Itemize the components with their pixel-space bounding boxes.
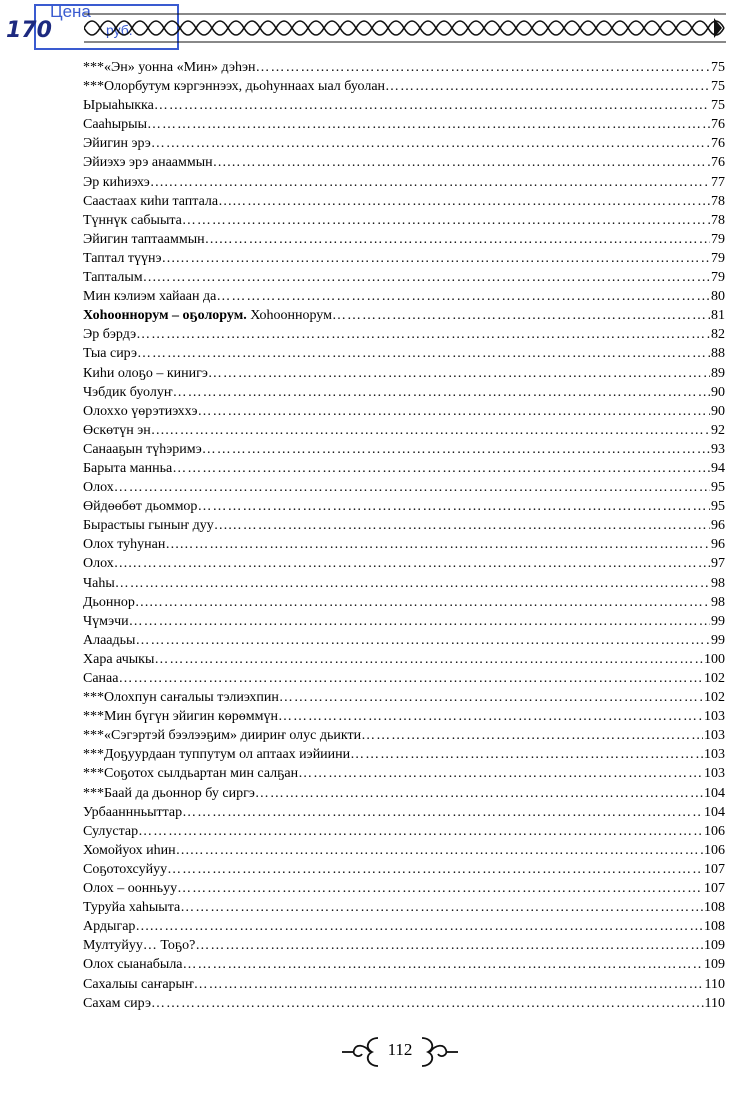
toc-entry-page: 92 [711,422,725,438]
toc-entry-page: 102 [704,690,725,706]
toc-entry-page: 81 [711,308,725,324]
toc-leader-dots [173,383,710,402]
toc-entry [83,58,725,77]
toc-leader-dots [136,325,710,344]
toc-leader-dots [198,402,710,421]
toc-entry-title: ***Доҕуурдаан туппутум ол аптаах иэйиини [83,747,351,763]
toc-entry-page: 98 [711,594,725,610]
toc-leader-dots [190,841,703,860]
toc-entry-title: Мин кэлиэм хайаан да [83,289,217,305]
stamp-price-label: Цена [50,2,91,21]
toc-leader-dots [179,535,710,554]
handwritten-number: 170 [6,18,52,43]
toc-entry-page: 82 [711,327,725,343]
toc-entry [83,994,725,1013]
toc-entry [83,917,725,936]
table-of-contents [83,58,725,1013]
toc-entry-title: ***«Сэгэртэй бээлээҕим» диириҥ олус дьикти [83,728,362,744]
toc-leader-dots [177,879,703,898]
toc-entry-page: 77 [711,174,725,190]
toc-leader-dots [172,459,710,478]
toc-entry-title: Сахам сирэ [83,995,152,1011]
toc-entry [83,612,725,631]
toc-entry-title: Сааһырыы [83,117,147,133]
toc-entry [83,707,725,726]
toc-entry-page: 94 [711,460,725,476]
toc-entry-title: Олох [83,480,114,496]
toc-leader-dots [151,134,710,153]
toc-leader-dots [227,153,710,172]
toc-entry-title: Киһи олоҕо – кинигэ [83,365,208,381]
toc-entry [83,764,725,783]
toc-leader-dots [385,77,710,96]
toc-entry [83,784,725,803]
toc-entry-page: 99 [711,613,725,629]
toc-leader-dots [256,58,711,77]
toc-entry [83,631,725,650]
toc-entry [83,459,725,478]
toc-leader-dots [361,726,703,745]
toc-entry [83,497,725,516]
toc-entry [83,230,725,249]
toc-leader-dots [216,287,710,306]
toc-entry-title: Чүмэчи [83,613,129,629]
toc-entry-title: Соҕотохсуйуу [83,861,168,877]
toc-leader-dots [232,192,710,211]
toc-entry-page: 109 [704,957,725,973]
toc-entry [83,96,725,115]
toc-leader-dots [278,707,703,726]
toc-leader-dots [332,306,710,325]
toc-leader-dots [138,822,703,841]
toc-entry-page: 75 [711,60,725,75]
toc-leader-dots [149,593,710,612]
toc-leader-dots [118,669,703,688]
toc-entry [83,803,725,822]
toc-entry-title: ***Баай да дьоннор бу сиргэ [83,785,255,801]
toc-entry [83,745,725,764]
toc-leader-dots [202,440,710,459]
toc-entry-page: 78 [711,212,725,228]
toc-entry-page: 97 [711,556,725,572]
toc-entry-page: 103 [704,766,725,782]
toc-entry-title: Хара ачыкы [83,651,155,667]
toc-entry-page: 106 [704,823,725,839]
toc-leader-dots [149,917,703,936]
toc-leader-dots [165,421,710,440]
toc-entry-title: Саастаах киһи таптала… [83,193,233,209]
toc-leader-dots [255,784,703,803]
toc-entry-page: 96 [711,518,725,534]
toc-entry-page: 79 [711,231,725,247]
toc-entry-page: 107 [704,881,725,897]
toc-entry [83,593,725,612]
toc-entry [83,879,725,898]
toc-entry-page: 89 [711,365,725,381]
toc-leader-dots [194,975,704,994]
toc-entry-title: Эйигин эрэ [83,136,151,152]
toc-leader-dots [115,574,710,593]
toc-entry [83,115,725,134]
toc-entry-title: Дьоннор… [83,594,149,610]
toc-leader-dots [114,478,710,497]
toc-entry-page: 80 [711,289,725,305]
toc-entry-title: Урбааннньыттар [83,804,183,820]
toc-entry [83,478,725,497]
toc-leader-dots [154,650,703,669]
toc-entry-page: 104 [704,785,725,801]
toc-entry-page: 76 [711,136,725,152]
toc-entry-page: 98 [711,575,725,591]
toc-entry-title: Хомойуох иһин… [83,842,190,858]
toc-entry-page: 93 [711,441,725,457]
toc-entry [83,249,725,268]
toc-entry [83,440,725,459]
toc-entry-title: ***«Эн» уонна «Мин» дэһэн [83,60,256,75]
toc-entry-page: 78 [711,193,725,209]
toc-entry [83,173,725,192]
toc-leader-dots [183,955,703,974]
toc-entry-title: Санааҕын түһэримэ [83,441,202,457]
toc-entry [83,574,725,593]
toc-entry-page: 108 [704,900,725,916]
toc-entry-title: Алаадьы [83,632,136,648]
toc-entry-title: ***Соҕотох сылдьартан мин салҕан [83,766,299,782]
toc-entry [83,860,725,879]
toc-entry-title: Сахалыы саҥарыҥ [83,976,194,992]
toc-entry-title: Чаһы [83,575,115,591]
toc-entry [83,554,725,573]
toc-entry-title: Бырастыы гыныҥ дуу… [83,518,228,534]
stamp-currency: руб. [106,22,133,38]
toc-entry-title: Таптал түүнэ… [83,250,176,266]
header-ornament-icon [84,10,726,46]
toc-entry [83,402,725,421]
toc-entry [83,421,725,440]
page-footer [340,1034,460,1070]
toc-entry-page: 95 [711,499,725,515]
toc-entry [83,383,725,402]
toc-entry-title: ***Мин бүгүн эйигин көрөммүн [83,709,279,725]
toc-entry-page: 106 [704,842,725,858]
toc-leader-dots [154,96,710,115]
toc-leader-dots [195,936,703,955]
toc-entry-page: 90 [711,384,725,400]
toc-leader-dots [180,898,703,917]
toc-entry-page: 99 [711,632,725,648]
toc-leader-dots [279,688,703,707]
toc-entry-page: 103 [704,709,725,725]
toc-entry-title: ***Олорбутум кэргэннээх, дьоһуннаах ыал буолан [83,79,386,95]
toc-entry [83,650,725,669]
toc-entry-page: 104 [704,804,725,820]
toc-entry [83,975,725,994]
toc-entry [83,688,725,707]
toc-entry-page: 88 [711,346,725,362]
toc-leader-dots [147,115,710,134]
toc-entry [83,669,725,688]
toc-entry [83,287,725,306]
toc-leader-dots [175,249,710,268]
toc-entry-page: 76 [711,117,725,133]
toc-entry [83,535,725,554]
toc-entry-title: Ырыаһыкка [83,98,154,114]
toc-leader-dots [167,860,703,879]
toc-entry-page: 103 [704,728,725,744]
toc-entry-title: Өйдөөбөт дьоммор [83,499,198,515]
toc-entry [83,822,725,841]
toc-entry-title: Олохxо үөрэтиэххэ [83,403,198,419]
toc-leader-dots [298,764,703,783]
toc-leader-dots [182,803,703,822]
toc-entry-title: Чэбдик буолуҥ [83,384,173,400]
toc-entry-page: 109 [704,938,725,954]
toc-entry [83,955,725,974]
toc-entry-page: 96 [711,537,725,553]
toc-entry-title: Тыа сирэ [83,346,138,362]
toc-entry-page: 75 [711,98,725,114]
toc-entry-title: Олох – оонньуу [83,881,178,897]
toc-leader-dots [157,268,710,287]
toc-entry-title: Олох сыанабыла [83,957,183,973]
toc-entry [83,306,725,325]
toc-entry [83,325,725,344]
toc-entry [83,77,725,96]
toc-leader-dots [182,211,710,230]
toc-entry-title: Ардыгар… [83,919,150,935]
toc-entry-title: ***Олохпун саҥалыы тэлиэхпин [83,690,279,706]
toc-entry-title-bold: Хоһооннорум – оҕолорум. [83,308,247,324]
toc-leader-dots [228,516,710,535]
toc-entry-page: 90 [711,403,725,419]
page-number: 112 [387,1040,413,1059]
toc-entry-title: Эр бэрдэ [83,327,137,343]
toc-entry [83,192,725,211]
toc-leader-dots [151,994,704,1013]
toc-entry-page: 76 [711,155,725,171]
toc-leader-dots [219,230,710,249]
toc-entry-title: Барыта манньа [83,460,173,476]
toc-leader-dots [350,745,703,764]
toc-entry-title: Эйигин таптааммын… [83,231,219,247]
toc-entry-page: 95 [711,480,725,496]
toc-entry-page: 102 [704,671,725,686]
toc-entry [83,344,725,363]
toc-leader-dots [135,631,710,650]
toc-entry-page: 79 [711,270,725,286]
toc-entry-title-rest: Хоһооннорум [246,308,332,324]
toc-entry-title: Санаа [83,671,119,686]
toc-entry-page: 110 [704,976,725,992]
toc-entry [83,726,725,745]
toc-entry-title: Түннүк сабыыта [83,212,182,228]
toc-entry-title: Эр киһиэхэ… [83,174,164,190]
toc-entry-title: Олох туһунан… [83,537,180,553]
toc-entry-page: 100 [704,651,725,667]
toc-entry-title: Эйиэхэ эрэ анааммын… [83,155,227,171]
toc-entry-title: Өскөтүн эн… [83,422,165,438]
toc-entry-title: Мултуйуу… Тоҕо? [83,938,196,954]
toc-entry [83,211,725,230]
toc-entry-title: Олох… [83,556,128,572]
toc-leader-dots [129,612,710,631]
toc-entry-page: 107 [704,861,725,877]
toc-entry [83,516,725,535]
toc-entry-title: Тапталым… [83,270,157,286]
toc-entry [83,134,725,153]
toc-entry-title [83,306,332,325]
toc-entry [83,936,725,955]
toc-leader-dots [208,364,710,383]
toc-entry-title: Туруйа хаһыыта [83,900,181,916]
toc-entry-page: 75 [711,79,725,95]
toc-entry-title: Сулустар [83,823,139,839]
toc-leader-dots [128,554,710,573]
toc-entry-page: 103 [704,747,725,763]
toc-leader-dots [137,344,710,363]
toc-leader-dots [197,497,710,516]
toc-entry [83,268,725,287]
toc-entry [83,153,725,172]
toc-entry-page: 79 [711,250,725,266]
toc-leader-dots [164,173,710,192]
toc-entry [83,841,725,860]
toc-entry-page: 110 [704,995,725,1011]
toc-entry [83,898,725,917]
toc-entry-page: 108 [704,919,725,935]
toc-entry [83,364,725,383]
